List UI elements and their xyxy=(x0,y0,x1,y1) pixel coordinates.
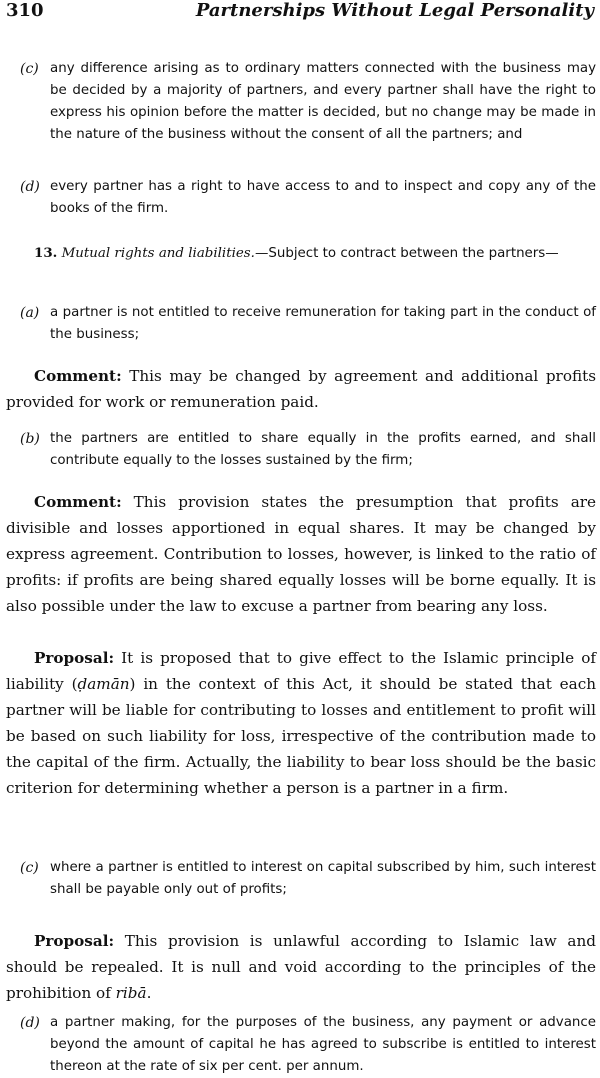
section-13-heading xyxy=(6,242,596,265)
clause-text: any difference arising as to ordinary matters connected with the business may be decided by a majority of partners, and every partner shall have the right to express his opinion before the matter is decided, but no change may be made in the nature of the business without the consent of all the partners; and xyxy=(50,61,596,142)
section-intro: —Subject to contract between the partners— xyxy=(254,246,559,261)
clause-text: every partner has a right to have access to and to inspect and copy any of the books of the firm. xyxy=(50,179,596,216)
proposal-label: Proposal: xyxy=(34,649,115,667)
clause-text: where a partner is entitled to interest on capital subscribed by him, such interest shall be payable only out of profits; xyxy=(50,860,596,897)
proposal-text-end: . xyxy=(146,984,152,1002)
comment-label: Comment: xyxy=(34,493,122,511)
clause-label: (c) xyxy=(20,61,39,77)
clause-label: (b) xyxy=(20,431,40,447)
page-number: 310 xyxy=(6,0,44,21)
comment-a xyxy=(6,363,596,415)
clause-d-advances xyxy=(20,1012,596,1078)
comment-text: This may be changed by agreement and additional profits provided for work or remuneration paid. xyxy=(6,367,596,411)
section-number: 13. xyxy=(34,245,58,261)
clause-label: (c) xyxy=(20,860,39,876)
clause-c-interest xyxy=(20,857,596,901)
comment-b xyxy=(6,489,596,619)
proposal-text-start: This provision is unlawful according to Islamic law and should be repealed. It is null and void according to the principles of the prohibition of xyxy=(6,932,596,1002)
running-head: Partnerships Without Legal Personality xyxy=(195,0,594,21)
clause-d-books xyxy=(20,176,596,220)
clause-label: (d) xyxy=(20,179,40,195)
proposal-term: ḍamān xyxy=(77,675,130,693)
clause-c-differences xyxy=(20,58,596,146)
proposal-c xyxy=(6,928,596,1006)
clause-label: (a) xyxy=(20,305,40,321)
clause-text: a partner making, for the purposes of the business, any payment or advance beyond the amount of capital he has agreed to subscribe is entitled to interest thereon at the rate of six per cent. per annum. xyxy=(50,1015,596,1074)
proposal-b xyxy=(6,645,596,801)
clause-label: (d) xyxy=(20,1015,40,1031)
clause-text: the partners are entitled to share equally in the profits earned, and shall contribute equally to the losses sustained by the firm; xyxy=(50,431,596,468)
clause-a-remuneration xyxy=(20,302,596,346)
clause-text: a partner is not entitled to receive remuneration for taking part in the conduct of the business; xyxy=(50,305,596,342)
proposal-text-end: ) in the context of this Act, it should be stated that each partner will be liable for contributing to losses and entitlement to profit will be based on such liability for loss, irrespective of the contribution made to the capital of the firm. Actually, the liability to bear loss should be the basic criterion for determining whether a person is a partner in a firm. xyxy=(6,675,597,797)
proposal-term: ribā xyxy=(115,984,147,1002)
proposal-text-start: It is proposed that to give effect to the Islamic principle of liability ( xyxy=(6,649,596,693)
proposal-label: Proposal: xyxy=(34,932,115,950)
page-header xyxy=(6,0,594,26)
clause-b-profits xyxy=(20,428,596,472)
section-title: Mutual rights and liabilities. xyxy=(61,246,255,261)
comment-text: This provision states the presumption that profits are divisible and losses apportioned in equal shares. It may be changed by express agreement. Contribution to losses, however, is linked to the ratio of profits: if profits are being shared equally losses will be borne equally. It is also possible under the law to excuse a partner from bearing any loss. xyxy=(6,493,596,615)
comment-label: Comment: xyxy=(34,367,122,385)
